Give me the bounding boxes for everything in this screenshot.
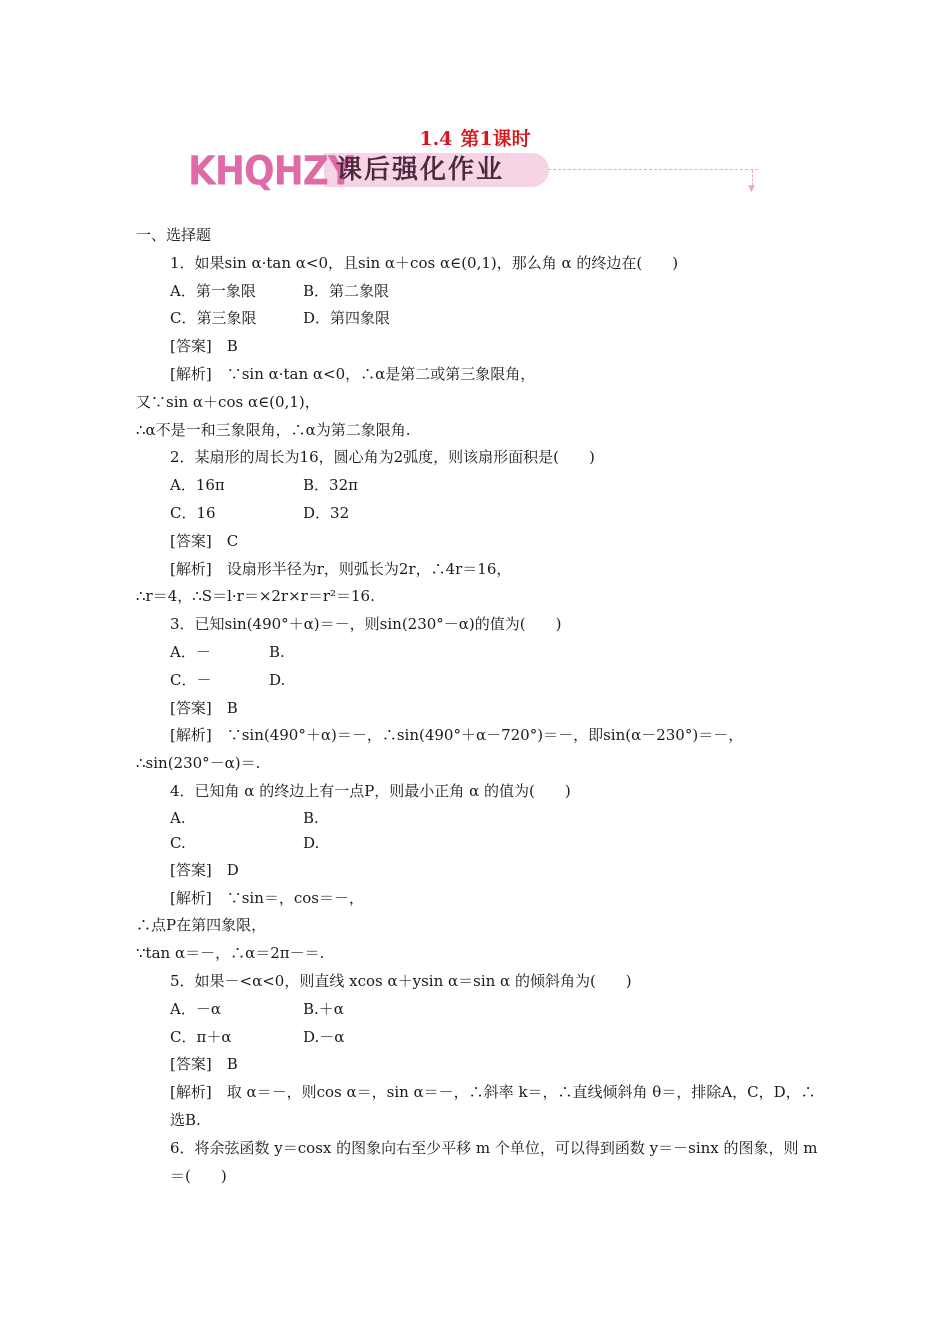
banner-text: 课后强化作业 (336, 155, 505, 185)
option-c: C．第三象限 (170, 309, 257, 328)
question-5-explanation-1: [解析] 取 α＝－，则cos α＝，sin α＝－，∴斜率 k＝，∴直线倾斜角 θ＝，排除A，C，D，∴选B. (170, 1083, 816, 1129)
question-2-options-row2 (136, 500, 826, 528)
question-2-stem: 2．某扇形的周长为16，圆心角为2弧度，则该扇形面积是( ) (170, 448, 595, 467)
lesson-title (0, 124, 950, 151)
option-c: C．16 (170, 503, 216, 522)
option-b: B．32π (303, 476, 358, 495)
option-d: D. (303, 834, 320, 853)
option-d: D.－α (303, 1027, 345, 1046)
section-number: 1.4 (419, 128, 453, 150)
question-5-stem: 5．如果－<α<0，则直线 xcos α＋ysin α＝sin α 的倾斜角为( ) (170, 971, 632, 990)
option-b: B. (269, 642, 285, 661)
question-2-options-row1 (136, 472, 826, 500)
banner-dashed-line (548, 169, 758, 170)
option-d: D. (269, 670, 286, 689)
option-d: D．第四象限 (303, 309, 391, 328)
lesson-label: 第1课时 (460, 128, 531, 150)
option-a: A．－α (170, 999, 221, 1018)
question-1-options-row2 (136, 305, 826, 333)
option-c: C．π＋α (170, 1027, 232, 1046)
question-1-options-row1 (136, 278, 826, 306)
question-1-stem: 1．如果sin α·tan α<0，且sin α＋cos α∈(0,1)，那么角 α 的终边在( ) (170, 253, 679, 272)
question-5-options-row1 (136, 996, 826, 1024)
question-3-explanation-2: ∴sin(230°－α)＝. (136, 754, 261, 773)
option-c: C．－ (170, 670, 212, 689)
question-1-explanation-2: 又∵sin α＋cos α∈(0,1)， (136, 392, 320, 411)
question-6-stem: 6．将余弦函数 y＝cosx 的图象向右至少平移 m 个单位，可以得到函数 y＝－sinx 的图象，则 m＝( ) (170, 1138, 818, 1185)
homework-banner (188, 150, 768, 196)
question-5-answer: [答案] B (170, 1055, 238, 1074)
khqhzy-logo: KHQHZY (188, 148, 353, 195)
exercise-content (136, 222, 826, 1190)
question-1-explanation-3: ∴α不是一和三象限角，∴α为第二象限角. (136, 420, 411, 439)
question-4-options-row2 (136, 831, 826, 857)
question-4-stem: 4．已知角 α 的终边上有一点P，则最小正角 α 的值为( ) (170, 781, 571, 800)
arrow-down-icon: ▼ (748, 184, 755, 194)
option-d: D．32 (303, 503, 350, 522)
question-4-explanation-3: ∵tan α＝－，∴α＝2π－＝. (136, 944, 325, 963)
question-2-explanation-1: [解析] 设扇形半径为r，则弧长为2r，∴4r＝16， (170, 559, 512, 578)
question-3-options-row1 (136, 639, 826, 667)
question-3-stem: 3．已知sin(490°＋α)＝－，则sin(230°－α)的值为( ) (170, 615, 562, 634)
option-a: A. (170, 808, 186, 827)
question-3-explanation-1: [解析] ∵sin(490°＋α)＝－，∴sin(490°＋α－720°)＝－，即sin(α－230°)＝－， (170, 726, 744, 745)
section-heading: 一、选择题 (136, 226, 212, 244)
question-1-answer: [答案] B (170, 337, 238, 356)
question-4-explanation-1: [解析] ∵sin＝，cos＝－， (170, 888, 364, 907)
question-3-options-row2 (136, 667, 826, 695)
question-2-answer: [答案] C (170, 531, 239, 550)
option-a: A．－ (170, 642, 211, 661)
question-4-answer: [答案] D (170, 860, 239, 879)
question-4-options-row1 (136, 806, 826, 832)
option-a: A．16π (170, 476, 225, 495)
question-4-explanation-2: ∴点P在第四象限， (136, 916, 267, 935)
option-b: B. (303, 808, 319, 827)
option-b: B.＋α (303, 999, 344, 1018)
question-5-options-row2 (136, 1024, 826, 1052)
option-b: B．第二象限 (303, 281, 390, 300)
question-3-answer: [答案] B (170, 698, 238, 717)
option-c: C. (170, 834, 186, 853)
question-1-explanation-1: [解析] ∵sin α·tan α<0，∴α是第二或第三象限角， (170, 364, 536, 383)
question-2-explanation-2: ∴r＝4，∴S＝l·r＝×2r×r＝r²＝16. (136, 587, 375, 606)
option-a: A．第一象限 (170, 281, 256, 300)
